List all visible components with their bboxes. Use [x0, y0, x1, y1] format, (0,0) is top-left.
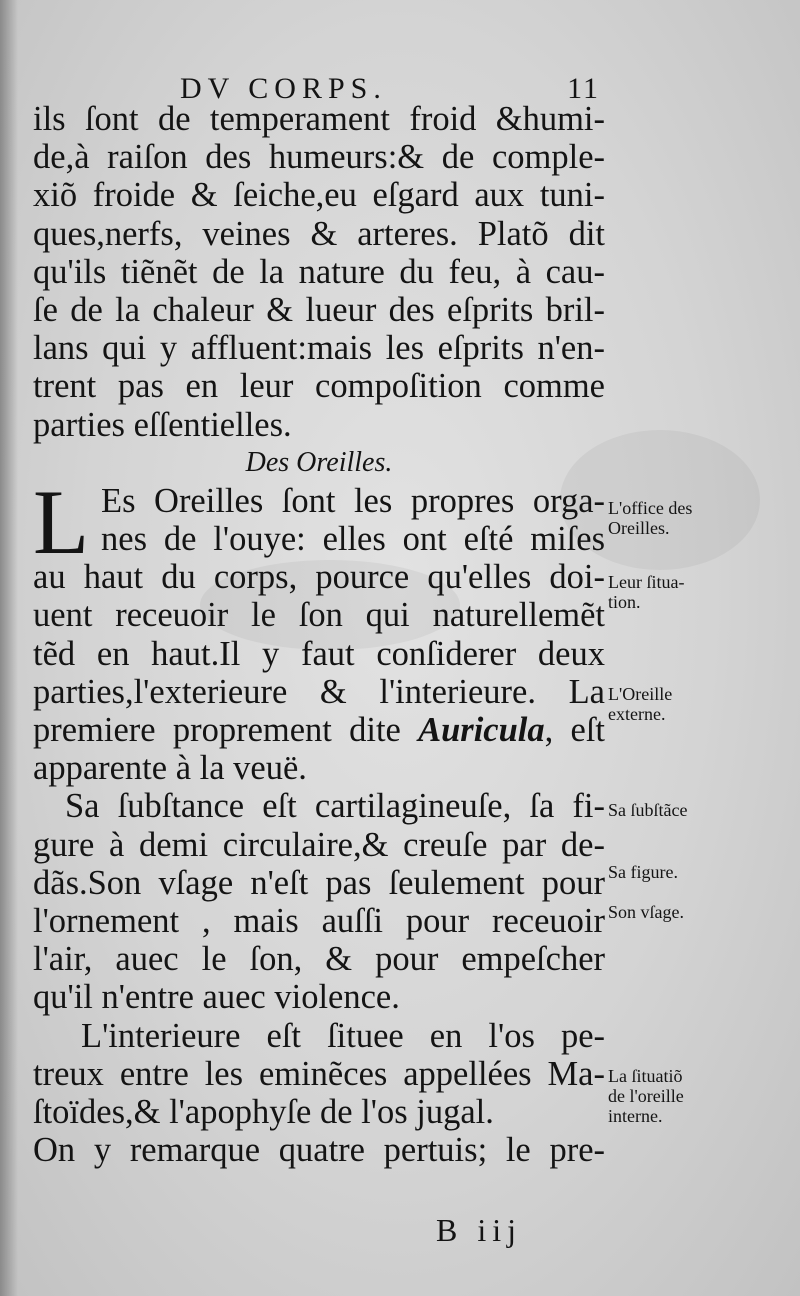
text-line: Es Oreilles ſont les propres orga- — [101, 481, 605, 520]
margin-note-line: Sa figure. — [608, 862, 678, 882]
page-number: 11 — [567, 72, 600, 105]
margin-note — [608, 800, 728, 820]
text-line: lans qui y affluent:mais les eſprits n'en- — [33, 329, 605, 368]
margin-note-line: Leur ſitua- — [608, 572, 685, 592]
margin-note-line: Son vſage. — [608, 902, 684, 922]
margin-note — [608, 902, 728, 922]
running-head: DV CORPS. — [180, 72, 387, 105]
text-line: ils ſont de temperament froid &humi- — [33, 100, 605, 138]
text-line: xiõ froide & ſeiche,eu eſgard aux tuni- — [33, 176, 605, 215]
text-line: ſe de la chaleur & lueur des eſprits bril- — [33, 290, 605, 329]
text-line: au haut du corps, pource qu'elles doi- — [33, 558, 605, 597]
text-line: ſtoïdes,& l'apophyſe de l'os jugal. — [33, 1092, 494, 1131]
margin-note-line: externe. — [608, 704, 666, 724]
margin-note — [608, 684, 728, 724]
margin-note-line: Oreilles. — [608, 518, 670, 538]
margin-note — [608, 1066, 728, 1126]
text-line: qu'ils tiẽnẽt de la nature du feu, à cau- — [33, 252, 605, 291]
main-text — [33, 100, 605, 1169]
text-line: tẽd en haut.Il y faut conſiderer deux — [33, 634, 605, 673]
margin-note-line: de l'oreille — [608, 1086, 684, 1106]
text-line: nes de l'ouye: elles ont eſté miſes — [101, 520, 605, 559]
text-line: treux entre les eminẽces appellées Ma- — [33, 1054, 605, 1093]
text-line: qu'il n'entre auec violence. — [33, 978, 400, 1017]
text-line: apparente à la veuë. — [33, 749, 307, 788]
page-edge-shadow — [0, 0, 18, 1296]
italic-term: Auricula — [418, 711, 545, 749]
text-line: parties eſſentielles. — [33, 405, 292, 444]
section-opening — [33, 470, 605, 573]
section-heading: Des Oreilles. — [245, 446, 393, 478]
margin-note — [608, 862, 728, 882]
text-line-auricula — [33, 711, 605, 749]
margin-note-line: interne. — [608, 1106, 663, 1126]
margin-note-line: La ſituatiõ — [608, 1066, 683, 1086]
text-line: ques,nerfs, veines & arteres. Platõ dit — [33, 214, 605, 253]
signature-mark: B iij — [436, 1212, 523, 1248]
text-line: uent receuoir le ſon qui naturellemẽt — [33, 596, 605, 635]
margin-note — [608, 498, 728, 538]
text-line: parties,l'exterieure & l'interieure. La — [33, 672, 605, 711]
text-fragment: premiere proprement dite — [33, 711, 419, 749]
text-line: l'air, auec le ſon, & pour empeſcher — [33, 940, 605, 979]
margin-note-line: tion. — [608, 592, 641, 612]
margin-note-line: Sa ſubſtãce — [608, 800, 688, 820]
margin-note-line: L'office des — [608, 498, 693, 518]
text-line: l'ornement , mais auſſi pour receuoir — [33, 901, 605, 940]
text-line: Sa ſubſtance eſt cartilagineuſe, ſa fi- — [65, 787, 605, 826]
text-line: L'interieure eſt ſituee en l'os pe- — [81, 1016, 605, 1055]
text-line: On y remarque quatre pertuis; le pre- — [33, 1131, 605, 1170]
margin-note-line: L'Oreille — [608, 684, 673, 704]
text-fragment: , eſt — [544, 711, 605, 749]
text-line: de,à raiſon des humeurs:& de comple- — [33, 138, 605, 177]
text-line: trent pas en leur compoſition comme — [33, 367, 605, 406]
text-line: gure à demi circulaire,& creuſe par de- — [33, 825, 605, 864]
text-line: dãs.Son vſage n'eſt pas ſeulement pour — [33, 863, 605, 902]
margin-note — [608, 572, 728, 612]
drop-cap: L — [33, 470, 90, 573]
